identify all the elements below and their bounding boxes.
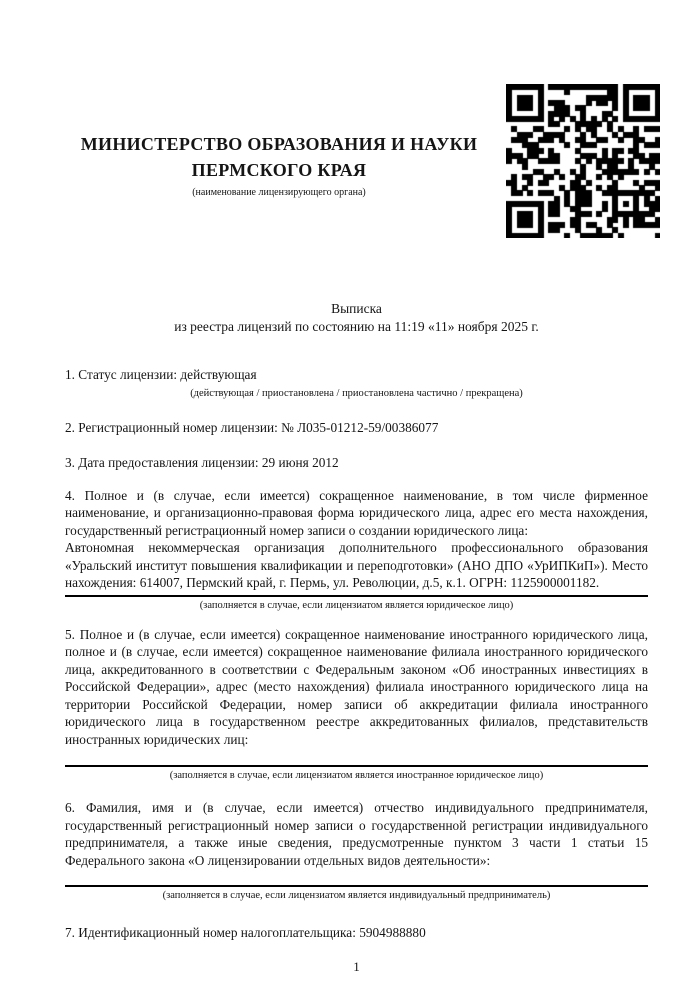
ministry-name-line2: ПЕРМСКОГО КРАЯ <box>191 160 367 180</box>
licensing-authority-caption: (наименование лицензирующего органа) <box>192 187 366 198</box>
item-1-license-status: 1. Статус лицензии: действующая <box>65 367 257 382</box>
item-4-field-rule <box>65 595 648 597</box>
item-4-legal-entity-value: Автономная некоммерческая организация дополнительного профессионального образования «Уральский институт повышения квалификации и переподготовки» (АНО ДПО «УрИПКиП»). Место нахождения: 614007, Пермский край, г. Пермь, ул. Революции, д.5, к.1. ОГРН: 1125900001182. <box>65 540 648 590</box>
qr-code-icon <box>506 84 660 238</box>
extract-title-line2: из реестра лицензий по состоянию на 11:19 «11» ноября 2025 г. <box>174 318 539 334</box>
document-body <box>65 300 648 975</box>
item-2-registration-number: 2. Регистрационный номер лицензии: № Л035-01212-59/00386077 <box>65 419 439 435</box>
item-6-field-rule <box>65 885 648 887</box>
licensing-authority-header <box>65 131 493 200</box>
item-6-entrepreneur-question: 6. Фамилия, имя и (в случае, если имеется) отчество индивидуального предпринимателя, государственный регистрационный номер записи о государственной регистрации индивидуального предпринимателя, а также иные сведения, предусмотренные пунктом 3 части 1 статьи 15 Федерального закона «О лицензировании отдельных видов деятельности»: <box>65 800 648 868</box>
extract-title <box>65 300 648 335</box>
extract-title-line1: Выписка <box>331 301 382 316</box>
item-4-legal-entity-question: 4. Полное и (в случае, если имеется) сокращенное наименование, в том числе фирменное наименование, и организационно-правовая форма юридического лица, адрес его места нахождения, государственный регистрационный номер записи о создании юридического лица: <box>65 487 648 538</box>
item-3-license-grant-date: 3. Дата предоставления лицензии: 29 июня 2012 <box>65 455 339 470</box>
item-4-fill-caption: (заполняется в случае, если лицензиатом является юридическое лицо) <box>199 599 514 611</box>
item-5-fill-caption: (заполняется в случае, если лицензиатом является иностранное юридическое лицо) <box>169 770 544 781</box>
ministry-name-line1: МИНИСТЕРСТВО ОБРАЗОВАНИЯ И НАУКИ <box>80 134 478 154</box>
item-5-field-rule <box>65 765 648 767</box>
item-6-fill-caption: (заполняется в случае, если лицензиатом является индивидуальный предприниматель) <box>162 890 551 901</box>
item-7-taxpayer-id: 7. Идентификационный номер налогоплательщика: 5904988880 <box>65 925 426 940</box>
page-number: 1 <box>353 958 360 974</box>
item-1-status-options-caption: (действующая / приостановлена / приостановлена частично / прекращена) <box>190 387 523 399</box>
item-5-foreign-entity-question: 5. Полное и (в случае, если имеется) сокращенное наименование иностранного юридического лица, полное и (в случае, если имеется) сокращенное наименование филиала иностранного юридического лица, аккредитованного в соответствии с Федеральным законом «Об иностранных инвестициях в Российской Федерации», адрес (место нахождения) филиала иностранного юридического лица на территории Российской Федерации, номер записи об аккредитации филиала иностранного юридического лица в государственном реестре аккредитованных филиалов, представительств иностранных юридических лиц: <box>65 626 648 747</box>
